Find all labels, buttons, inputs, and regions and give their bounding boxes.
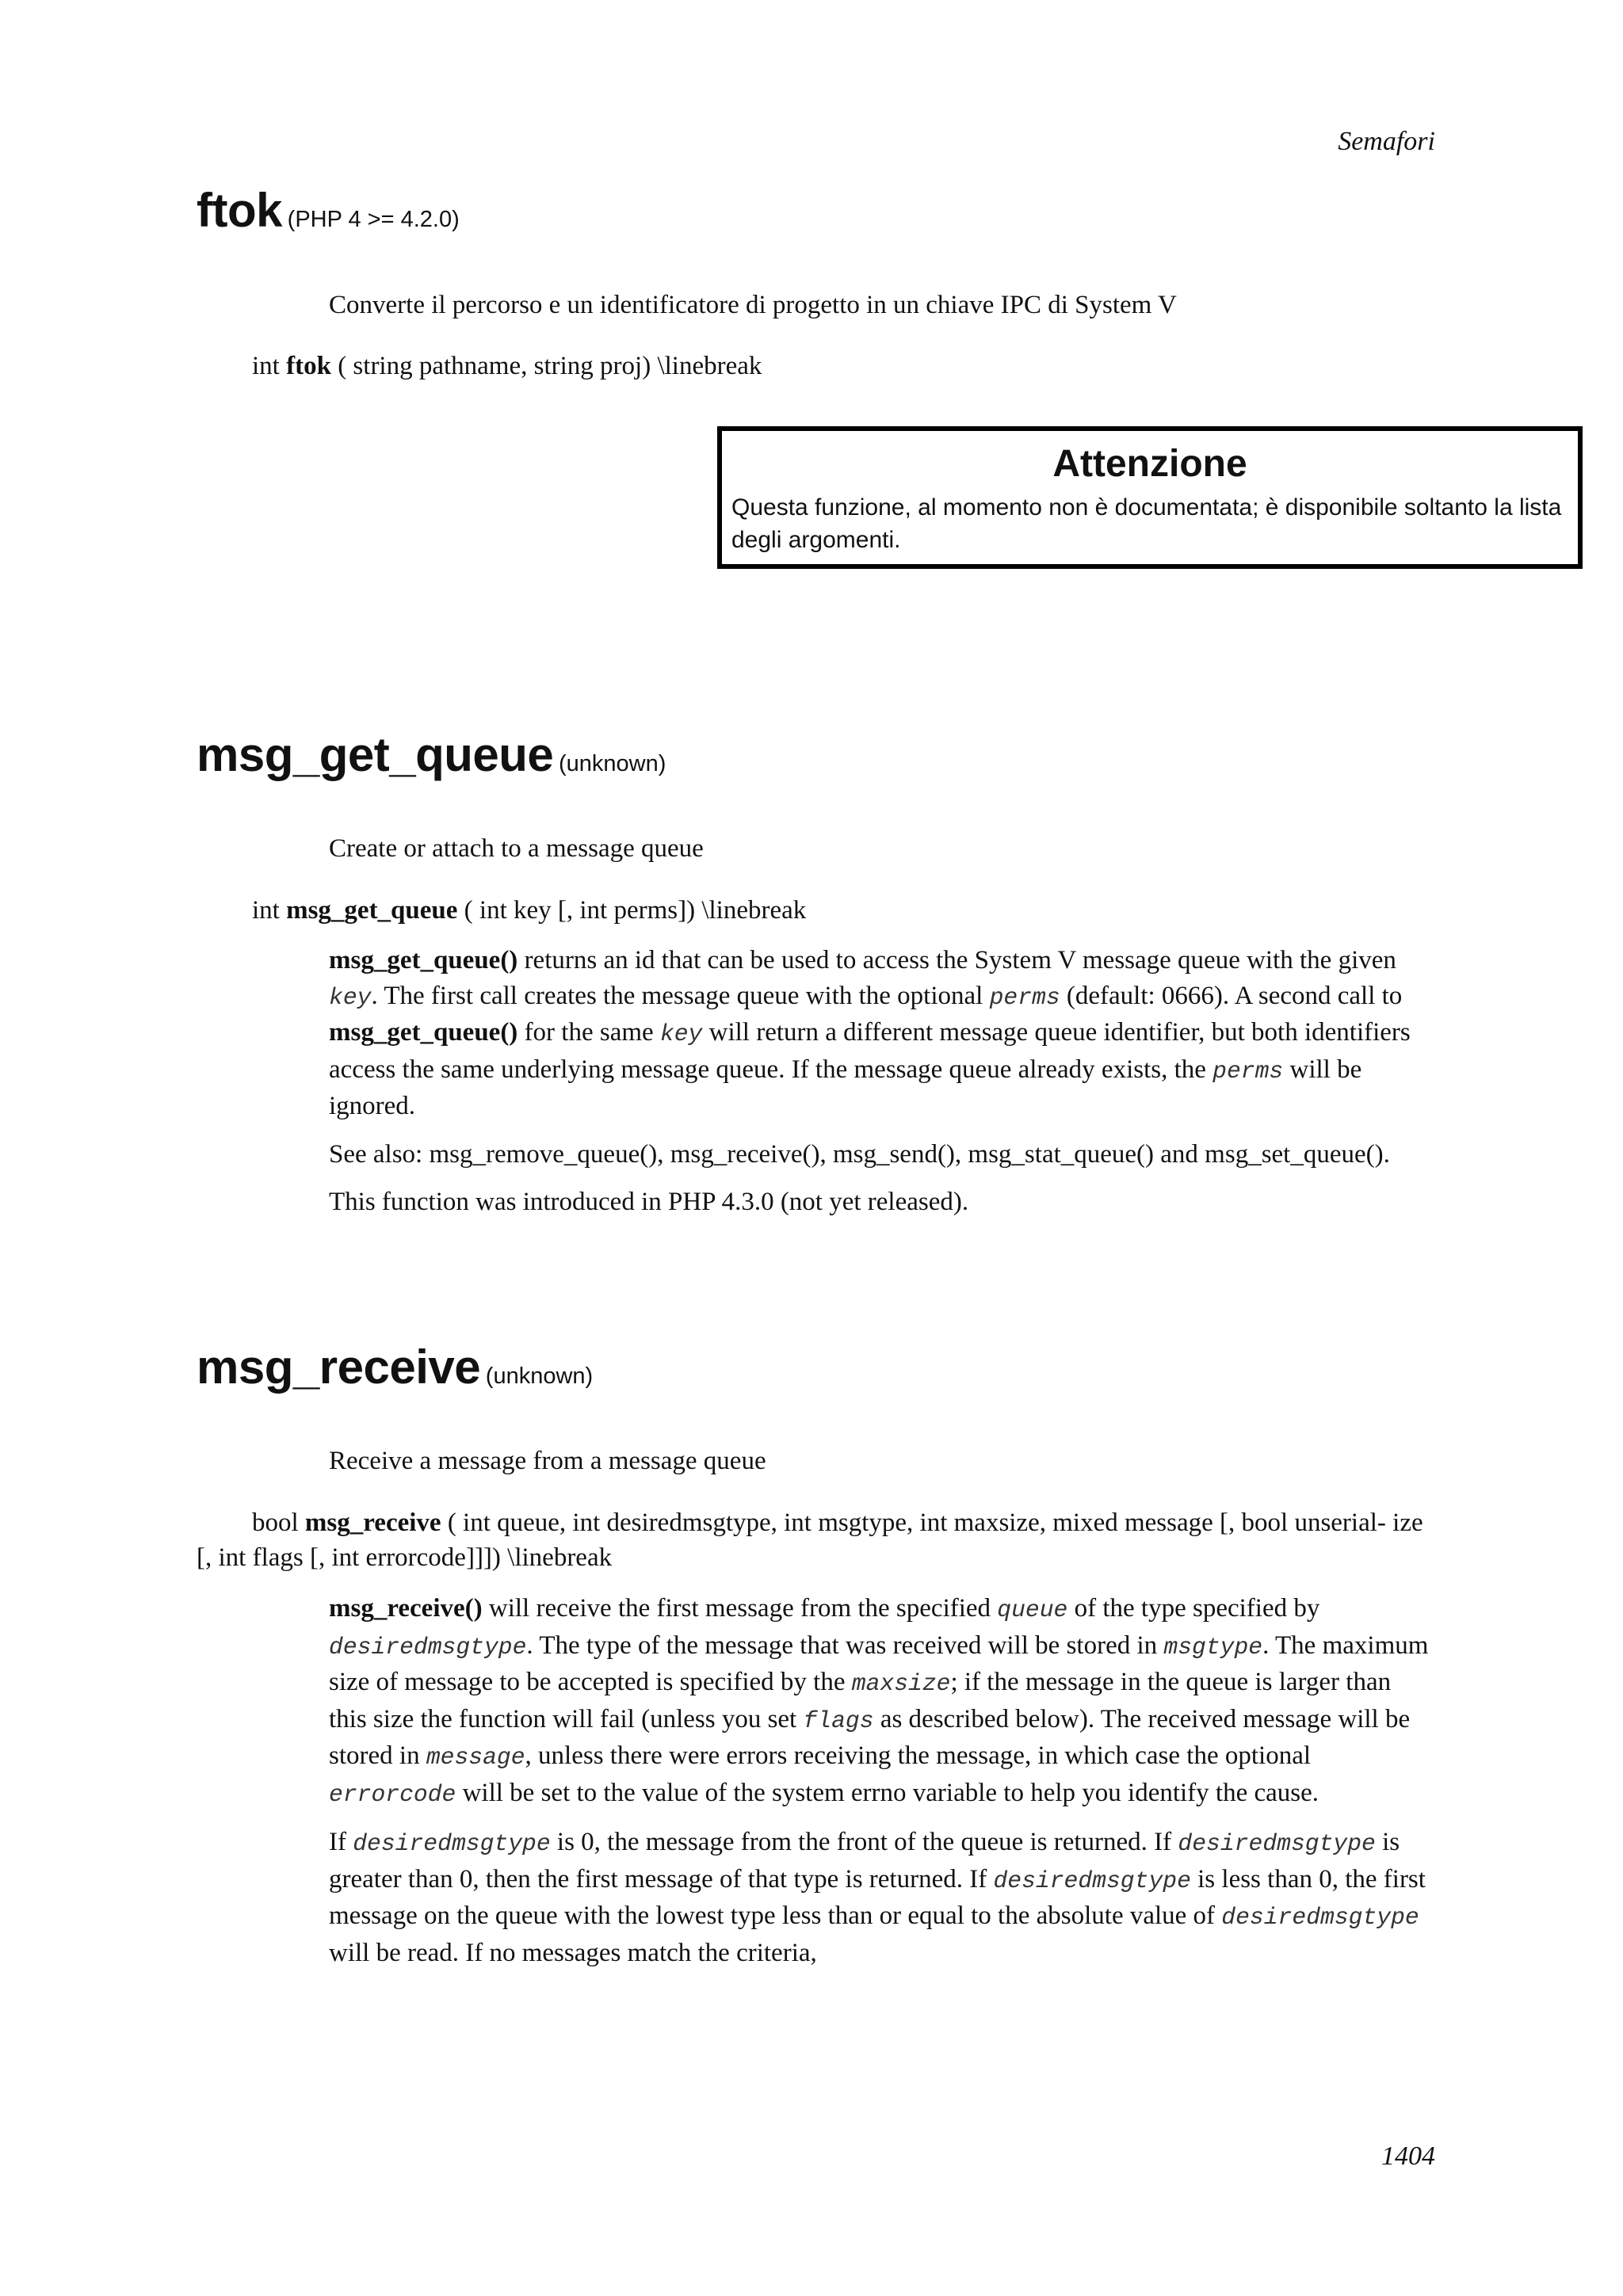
return-type: int — [252, 352, 280, 380]
synopsis-function-name: ftok — [286, 352, 331, 380]
warning-box — [717, 426, 1583, 569]
function-version: (PHP 4 >= 4.2.0) — [287, 207, 460, 232]
parameter-maxsize: maxsize — [851, 1670, 951, 1697]
synopsis-function-name: msg_receive — [304, 1508, 441, 1537]
parameter-perms: perms — [989, 983, 1060, 1011]
description-text: If — [329, 1828, 353, 1856]
section-msg-receive — [197, 1341, 1435, 2001]
function-description — [329, 943, 1435, 1233]
section-msg-get-queue — [197, 728, 1435, 1270]
description-text: will receive the first message from the specified — [482, 1594, 998, 1623]
introduced-note: This function was introduced in PHP 4.3.0 (not yet released). — [329, 1188, 969, 1216]
description-text: ; if the message in the queue is larger than this size the function will fail (unless you set — [329, 1668, 1392, 1733]
parameter-errorcode: errorcode — [329, 1780, 456, 1808]
function-synopsis — [197, 1505, 1435, 1575]
description-text: will be ignored. — [329, 1055, 1362, 1120]
synopsis-function-name: msg_get_queue — [286, 896, 458, 925]
parameter-desiredmsgtype: desiredmsgtype — [1178, 1830, 1376, 1857]
description-text: is less than 0, the first message on the queue with the lowest type less than or equal to the absolute value of — [329, 1864, 1426, 1930]
parameter-desiredmsgtype: desiredmsgtype — [1221, 1904, 1419, 1931]
section-ftok — [197, 184, 1562, 583]
parameter-queue: queue — [997, 1596, 1068, 1623]
function-description — [329, 1591, 1435, 1983]
description-text: for the same — [517, 1018, 660, 1047]
function-purpose: Create or attach to a message queue — [329, 834, 704, 863]
function-purpose: Receive a message from a message queue — [329, 1447, 766, 1475]
running-header: Semafori — [1338, 127, 1435, 156]
description-text: of the type specified by — [1067, 1594, 1320, 1623]
function-version: (unknown) — [558, 751, 666, 776]
parameter-perms: perms — [1212, 1057, 1284, 1085]
function-purpose: Converte il percorso e un identificatore di progetto in un chiave IPC di System V — [329, 291, 1177, 319]
description-text: as described below). The received message will be stored in — [329, 1704, 1411, 1770]
parameter-key: key — [659, 1020, 703, 1047]
parameter-message: message — [426, 1744, 525, 1771]
parameter-desiredmsgtype: desiredmsgtype — [329, 1633, 527, 1661]
function-name: msg_receive — [197, 1341, 481, 1394]
see-also: See also: msg_remove_queue(), msg_receive(), msg_send(), msg_stat_queue() and msg_set_queue(). — [329, 1139, 1390, 1169]
return-type: bool — [252, 1508, 299, 1537]
return-type: int — [252, 896, 280, 925]
parameter-msgtype: msgtype — [1163, 1633, 1263, 1661]
parameter-desiredmsgtype: desiredmsgtype — [353, 1830, 551, 1857]
synopsis-params: ( string pathname, string proj) \linebreak — [338, 352, 762, 380]
warning-title: Attenzione — [1052, 443, 1247, 485]
description-text: . The type of the message that was received will be stored in — [526, 1630, 1164, 1660]
description-text: is greater than 0, then the first message of that type is returned. If — [329, 1828, 1400, 1894]
parameter-flags: flags — [803, 1707, 874, 1734]
description-text: . The maximum size of message to be accepted is specified by the — [329, 1630, 1429, 1696]
function-version: (unknown) — [485, 1363, 594, 1389]
description-text: will return a different message queue identifier, but both identifiers access the same underlying message queue. If the message queue already exists, the — [329, 1018, 1411, 1084]
description-text: will be set to the value of the system errno variable to help you identify the cause. — [456, 1778, 1319, 1807]
description-paragraph — [329, 1825, 1435, 1970]
description-text: . The first call creates the message queue with the optional — [371, 981, 990, 1010]
warning-text: Questa funzione, al momento non è documentata; è disponibile soltanto la lista degli argomenti. — [731, 494, 1562, 553]
description-text: will be read. If no messages match the criteria, — [329, 1938, 817, 1967]
function-title — [197, 184, 1435, 237]
description-text: is 0, the message from the front of the queue is returned. If — [550, 1828, 1178, 1856]
function-reference: msg_receive() — [329, 1594, 483, 1623]
description-text: returns an id that can be used to access the System V message queue with the given — [517, 946, 1396, 974]
function-reference: msg_get_queue() — [329, 946, 518, 974]
function-synopsis — [252, 893, 1435, 928]
description-paragraph — [329, 943, 1435, 1124]
function-name: msg_get_queue — [197, 728, 554, 781]
parameter-key: key — [329, 983, 372, 1011]
synopsis-params: ( int key [, int perms]) \linebreak — [464, 896, 807, 925]
function-reference: msg_get_queue() — [329, 1018, 518, 1047]
description-text: , unless there were errors receiving the message, in which case the optional — [525, 1741, 1312, 1770]
description-text: (default: 0666). A second call to — [1060, 981, 1403, 1010]
synopsis-params: ( int queue, int desiredmsgtype, int msgtype, int maxsize, mixed message [, bool unserial- ize [, int flags [, int errorcode]]]) \linebreak — [197, 1508, 1423, 1572]
description-paragraph — [329, 1591, 1435, 1812]
function-title — [197, 728, 1435, 781]
parameter-desiredmsgtype: desiredmsgtype — [993, 1867, 1191, 1894]
function-title — [197, 1341, 1435, 1394]
function-name: ftok — [197, 184, 282, 237]
function-synopsis — [252, 349, 1435, 383]
page-number: 1404 — [1381, 2142, 1435, 2171]
